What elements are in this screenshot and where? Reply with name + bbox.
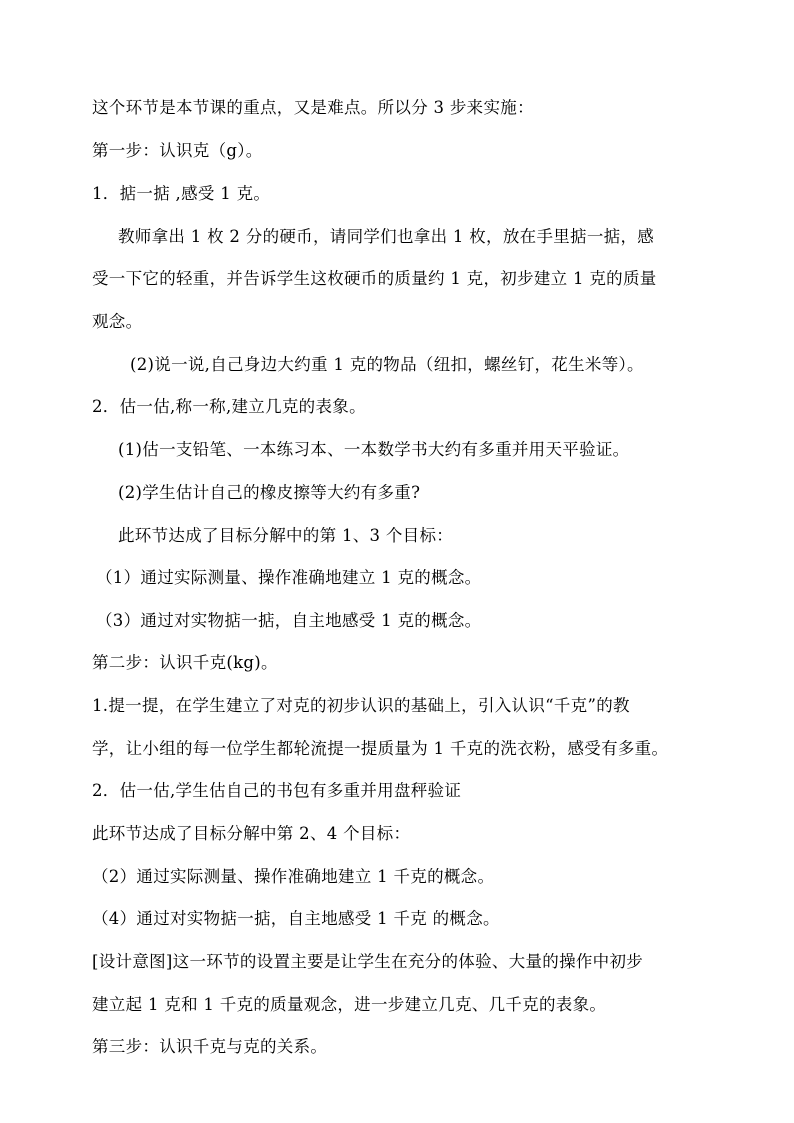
goals-achieved-2: 此环节达成了目标分解中第 2、4 个目标： [92, 824, 411, 843]
paragraph-intro: 这个环节是本节课的重点，又是难点。所以分 3 步来实施： [92, 98, 534, 117]
paragraph-coin-line-1: 教师拿出 1 枚 2 分的硬币，请同学们也拿出 1 枚，放在手里掂一掂，感 [118, 227, 655, 246]
item-2-schoolbag: 2．估一估,学生估自己的书包有多重并用盘秤验证 [92, 781, 462, 800]
item-1-weigh-by-hand: 1．掂一掂 ,感受 1 克。 [92, 184, 271, 203]
goal-1-gram: （1）通过实际测量、操作准确地建立 1 克的概念。 [96, 568, 482, 587]
paragraph-coin-line-2: 受一下它的轻重，并告诉学生这枚硬币的质量约 1 克，初步建立 1 克的质量 [92, 269, 657, 288]
design-intent-line-2: 建立起 1 克和 1 千克的质量观念，进一步建立几克、几千克的表象。 [92, 995, 607, 1014]
step-one-heading: 第一步：认识克（g）。 [92, 141, 263, 160]
design-intent-line-1: [设计意图]这一环节的设置主要是让学生在充分的体验、大量的操作中初步 [92, 952, 644, 971]
goal-2-kilogram: （2）通过实际测量、操作准确地建立 1 千克的概念。 [92, 867, 495, 886]
goals-achieved-1: 此环节达成了目标分解中的第 1、3 个目标： [118, 526, 454, 545]
paragraph-lift-line-2: 学，让小组的每一位学生都轮流提一提质量为 1 千克的洗衣粉，感受有多重。 [92, 739, 669, 758]
goal-3-gram: （3）通过对实物掂一掂，自主地感受 1 克的概念。 [96, 611, 482, 630]
item-2-say-objects: (2)说一说,自己身边大约重 1 克的物品（纽扣，螺丝钉，花生米等）。 [130, 355, 644, 374]
subitem-1-estimate-items: (1)估一支铅笔、一本练习本、一本数学书大约有多重并用天平验证。 [118, 440, 630, 459]
subitem-2-eraser: (2)学生估计自己的橡皮擦等大约有多重? [118, 483, 421, 502]
step-two-heading: 第二步：认识千克(kg)。 [92, 653, 278, 672]
step-three-heading: 第三步：认识千克与克的关系。 [92, 1037, 328, 1056]
item-2-estimate-heading: 2．估一估,称一称,建立几克的表象。 [92, 397, 366, 416]
goal-4-kilogram: （4）通过对实物掂一掂，自主地感受 1 千克 的概念。 [92, 909, 500, 928]
paragraph-lift-line-1: 1.提一提，在学生建立了对克的初步认识的基础上，引入认识“千克”的教 [92, 696, 630, 715]
paragraph-coin-line-3: 观念。 [92, 312, 143, 331]
